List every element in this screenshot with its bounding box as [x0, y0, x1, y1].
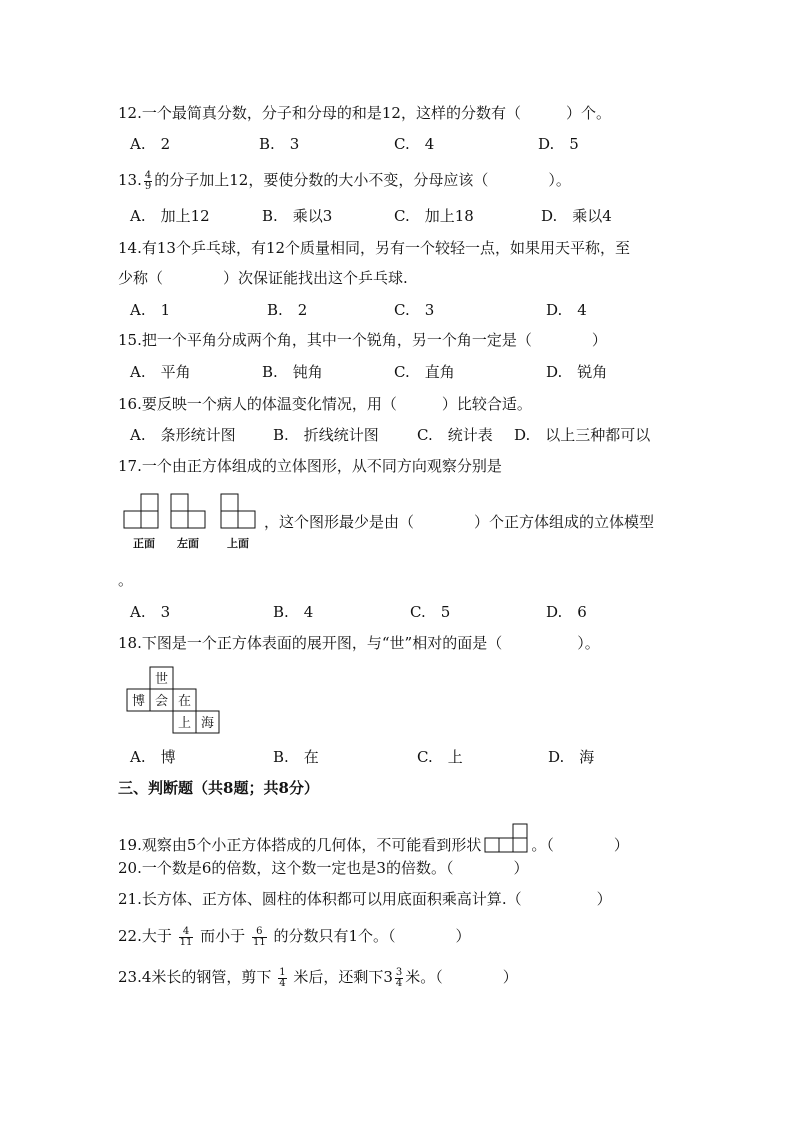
question-23-stem: 23.4米长的钢管，剪下 $\frac{1}{4}$ 米后，还剩下3 $\frac{3}{4}$ 米。（ ） — [118, 966, 518, 989]
q13-option-d: D. 乘以4 — [541, 207, 612, 225]
q14-option-b: B. 2 — [267, 301, 308, 319]
q17-option-d: D. 6 — [546, 603, 587, 621]
q16-option-c: C. 统计表 — [417, 426, 493, 444]
question-12-stem: 12.一个最简真分数，分子和分母的和是12，这样的分数有（ ）个。 — [118, 104, 611, 122]
question-14-stem-line2: 少称（ ）次保证能找出这个乒乓球. — [118, 269, 408, 287]
top-view-shape — [221, 494, 255, 528]
question-19-stem: 19.观察由5个小正方体搭成的几何体，不可能看到形状 。（ ） — [118, 822, 629, 855]
section-3-heading: 三、判断题（共8题；共8分） — [118, 779, 319, 797]
left-view-shape — [171, 494, 205, 528]
net-face-zai: 在 — [177, 694, 192, 709]
q13-option-c: C. 加上18 — [394, 207, 474, 225]
question-22-stem: 22.大于 $\frac{4}{11}$ 而小于 $\frac{6}{11}$ 的分数只有1个。（ ） — [118, 925, 471, 948]
q17-option-c: C. 5 — [410, 603, 451, 621]
question-16-stem: 16.要反映一个病人的体温变化情况，用（ ）比较合适。 — [118, 395, 532, 413]
q15-option-b: B. 钝角 — [262, 363, 323, 381]
fraction-6-11: $\frac{6}{11}$ — [252, 925, 266, 948]
q15-option-c: C. 直角 — [394, 363, 455, 381]
q18-option-a: A. 博 — [130, 748, 176, 766]
q13-option-a: A. 加上12 — [130, 207, 210, 225]
left-view-label: 左面 — [177, 537, 199, 550]
front-view-label: 正面 — [133, 537, 155, 550]
front-view-shape — [124, 494, 158, 528]
question-17-stem: 17.一个由正方体组成的立体图形，从不同方向观察分别是 — [118, 457, 502, 475]
question-21-stem: 21.长方体、正方体、圆柱的体积都可以用底面积乘高计算.（ ） — [118, 890, 612, 908]
q12-option-c: C. 4 — [394, 135, 435, 153]
question-20-stem: 20.一个数是6的倍数，这个数一定也是3的倍数。（ ） — [118, 859, 529, 877]
q16-option-b: B. 折线统计图 — [273, 426, 379, 444]
q18-option-c: C. 上 — [417, 748, 463, 766]
q17-option-a: A. 3 — [130, 603, 171, 621]
top-view-label: 上面 — [227, 537, 249, 550]
cube-net-figure — [125, 666, 225, 738]
q18-option-d: D. 海 — [548, 748, 595, 766]
question-17-tail: ，这个图形最少是由（ ）个正方体组成的立体模型 — [264, 513, 655, 531]
shape-view-icon — [483, 822, 529, 854]
q15-option-a: A. 平角 — [130, 363, 191, 381]
q12-option-d: D. 5 — [538, 135, 579, 153]
three-views-figure — [122, 492, 272, 532]
net-face-bo: 博 — [131, 694, 146, 709]
q14-option-a: A. 1 — [130, 301, 171, 319]
fraction-1-4: $\frac{1}{4}$ — [279, 966, 286, 989]
net-face-shang: 上 — [177, 716, 192, 731]
fraction-4-9: $\frac{4}{9}$ — [144, 169, 152, 192]
q13-option-b: B. 乘以3 — [262, 207, 333, 225]
question-14-stem-line1: 14.有13个乒乓球，有12个质量相同，另有一个较轻一点，如果用天平称，至 — [118, 239, 631, 257]
q16-option-d: D. 以上三种都可以 — [514, 426, 651, 444]
q12-option-a: A. 2 — [130, 135, 171, 153]
fraction-4-11: $\frac{4}{11}$ — [179, 925, 193, 948]
question-15-stem: 15.把一个平角分成两个角，其中一个锐角，另一个角一定是（ ） — [118, 331, 607, 349]
net-face-shi: 世 — [154, 672, 169, 687]
q16-option-a: A. 条形统计图 — [130, 426, 236, 444]
question-18-stem: 18.下图是一个正方体表面的展开图，与“世”相对的面是（ ）。 — [118, 634, 600, 652]
q17-option-b: B. 4 — [273, 603, 314, 621]
question-13-stem: 13. $\frac{4}{9}$ 的分子加上12，要使分数的大小不变，分母应该（ ）。 — [118, 169, 571, 192]
question-17-end: 。 — [118, 571, 134, 589]
q15-option-d: D. 锐角 — [546, 363, 608, 381]
net-face-hui: 会 — [154, 694, 169, 709]
q18-option-b: B. 在 — [273, 748, 319, 766]
q14-option-c: C. 3 — [394, 301, 435, 319]
net-face-hai: 海 — [200, 716, 215, 731]
fraction-3-4: $\frac{3}{4}$ — [395, 966, 403, 989]
q12-option-b: B. 3 — [259, 135, 300, 153]
q14-option-d: D. 4 — [546, 301, 587, 319]
